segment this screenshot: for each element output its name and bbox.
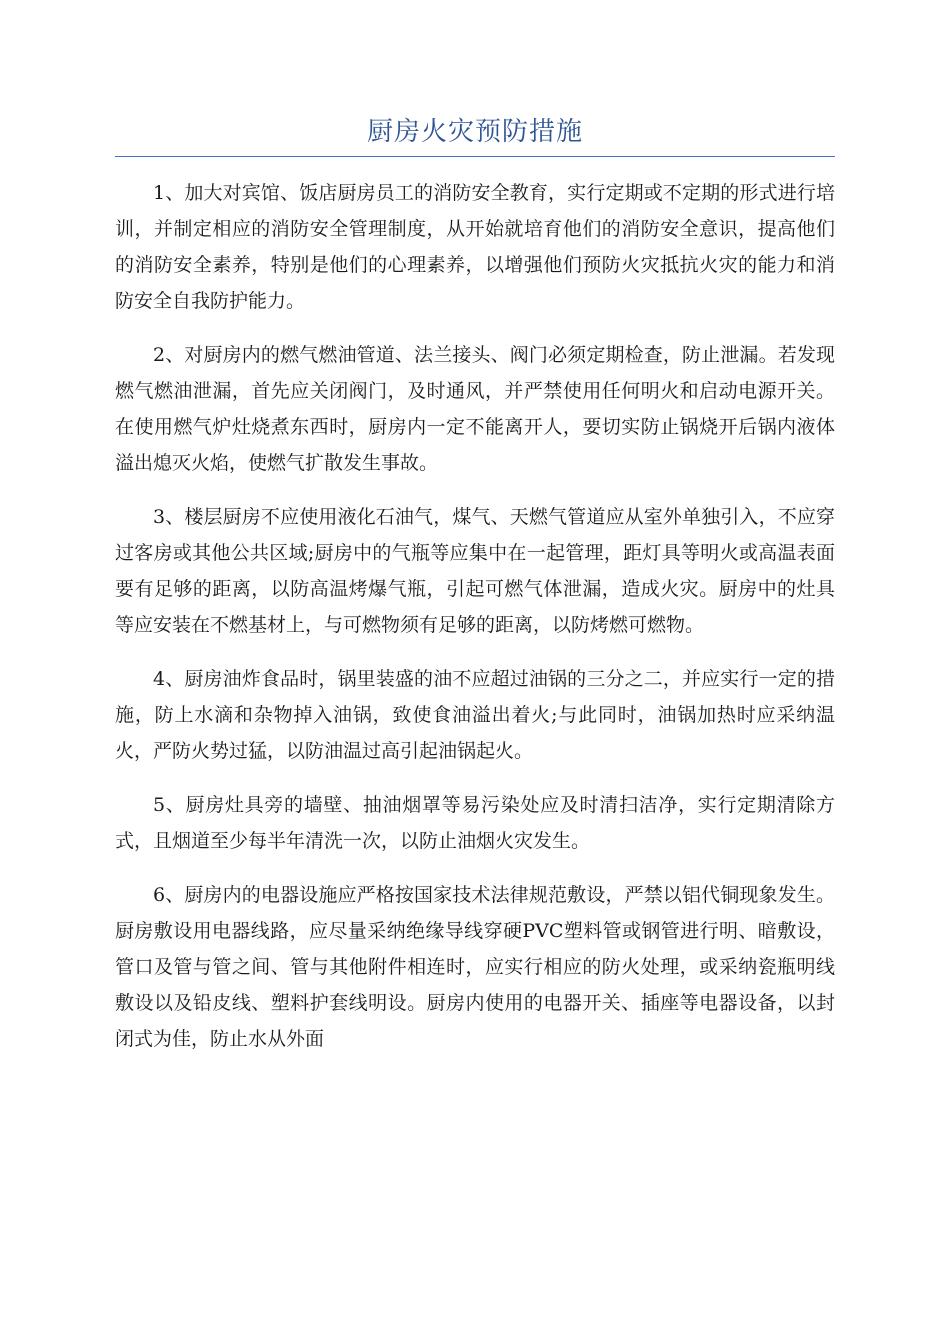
paragraph-4: 4、厨房油炸食品时，锅里装盛的油不应超过油锅的三分之二，并应实行一定的措施，防上水滴和杂物掉入油锅，致使食油溢出着火;与此同时，油锅加热时应采纳温火，严防火势过猛，以防油温过高引起油锅起火。 xyxy=(115,668,835,762)
document-body xyxy=(115,175,835,1075)
page-title: 厨房火灾预防措施 xyxy=(366,117,583,147)
paragraph-6: 6、厨房内的电器设施应严格按国家技术法律规范敷设，严禁以铝代铜现象发生。厨房敷设用电器线路，应尽量采纳绝缘导线穿硬PVC塑料管或钢管进行明、暗敷设，管口及管与管之间、管与其他附件相连时，应实行相应的防火处理，或采纳瓷瓶明线敷设以及铅皮线、塑料护套线明设。厨房内使用的电器开关、插座等电器设备，以封闭式为佳，防止水从外面 xyxy=(115,884,835,1050)
paragraph-2: 2、对厨房内的燃气燃油管道、法兰接头、阀门必须定期检查，防止泄漏。若发现燃气燃油泄漏，首先应关闭阀门，及时通风，并严禁使用任何明火和启动电源开关。在使用燃气炉灶烧煮东西时，厨房内一定不能离开人，要切实防止锅烧开后锅内液体溢出熄灭火焰，使燃气扩散发生事故。 xyxy=(115,344,835,474)
paragraph-3: 3、楼层厨房不应使用液化石油气，煤气、天燃气管道应从室外单独引入，不应穿过客房或其他公共区域;厨房中的气瓶等应集中在一起管理，距灯具等明火或高温表面要有足够的距离，以防高温烤爆气瓶，引起可燃气体泄漏，造成火灾。厨房中的灶具等应安装在不燃基材上，与可燃物须有足够的距离，以防烤燃可燃物。 xyxy=(115,506,835,636)
title-block xyxy=(115,112,835,157)
paragraph-1: 1、加大对宾馆、饭店厨房员工的消防安全教育，实行定期或不定期的形式进行培训，并制定相应的消防安全管理制度，从开始就培育他们的消防安全意识，提高他们的消防安全素养，特别是他们的心理素养，以增强他们预防火灾抵抗火灾的能力和消防安全自我防护能力。 xyxy=(115,182,835,312)
paragraph-5: 5、厨房灶具旁的墙壁、抽油烟罩等易污染处应及时清扫洁净，实行定期清除方式，且烟道至少每半年清洗一次，以防止油烟火灾发生。 xyxy=(115,794,835,852)
